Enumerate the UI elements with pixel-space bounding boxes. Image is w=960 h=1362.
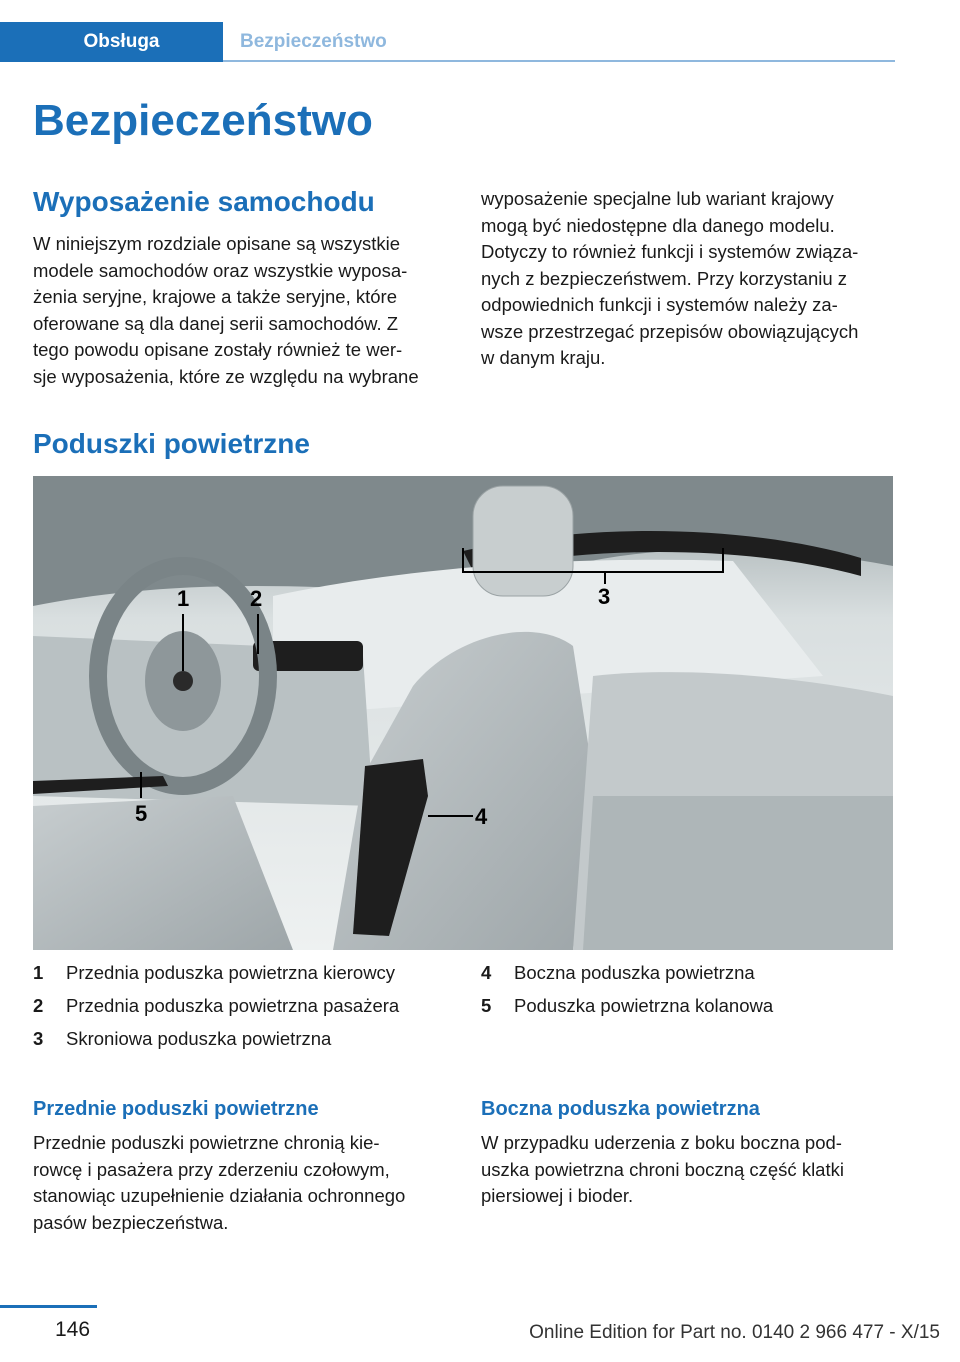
figure-label-2: 2: [250, 586, 263, 611]
text-line: Dotyczy to również funkcji i systemów związa‐: [481, 241, 859, 262]
section1-column-right: [481, 186, 901, 372]
text-line: w danym kraju.: [481, 347, 606, 368]
legend-number: 2: [33, 995, 44, 1016]
edition-note: Online Edition for Part no. 0140 2 966 477 - X/15: [529, 1322, 940, 1343]
text-line: rowcę i pasażera przy zderzeniu czołowym,: [33, 1158, 390, 1180]
text-line: odpowiednich funkcji i systemów należy za‐: [481, 294, 838, 315]
figure-label-3: 3: [598, 584, 611, 609]
legend-text: Poduszka powietrzna kolanowa: [514, 995, 774, 1016]
text-line: oferowane są dla danej serii samochodów. Z: [33, 312, 399, 334]
legend-number: 5: [481, 995, 492, 1016]
legend-text: Przednia poduszka powietrzna pasażera: [66, 995, 400, 1016]
legend-text: Boczna poduszka powietrzna: [514, 962, 755, 983]
legend-text: Przednia poduszka powietrzna kierowcy: [66, 962, 396, 983]
legend-item: [481, 995, 773, 1028]
legend-left: [33, 962, 399, 1061]
figure-label-5: 5: [135, 801, 148, 826]
legend-number: 3: [33, 1028, 44, 1049]
legend-number: 1: [33, 962, 44, 983]
footer-rule: [0, 1305, 97, 1308]
legend-right: [481, 962, 773, 1028]
heading-boczna-poduszka: Boczna poduszka powietrzna: [481, 1098, 760, 1120]
tab-obsluga[interactable]: Obsługa: [0, 22, 223, 62]
tab-bezpieczenstwo[interactable]: Bezpieczeństwo: [240, 31, 387, 52]
text-line: wyposażenie specjalne lub wariant krajowy: [481, 188, 834, 209]
heading-przednie-poduszki: Przednie poduszki powietrzne: [33, 1098, 319, 1120]
section-heading-poduszki: Poduszki powietrzne: [33, 428, 310, 459]
text-line: wsze przestrzegać przepisów obowiązujących: [481, 320, 859, 342]
header-tabbar: [0, 22, 895, 62]
legend-number: 4: [481, 962, 492, 983]
page-number: 146: [55, 1318, 91, 1341]
text-line: tego powodu opisane zostały również te wer‐: [33, 339, 403, 360]
text-line: sje wyposażenia, które ze względu na wybrane: [33, 365, 419, 387]
legend-item: [33, 962, 399, 995]
airbag-diagram: [33, 476, 893, 950]
text-line: uszka powietrzna chroni boczną część klatki: [481, 1158, 844, 1180]
przednie-poduszki-text: [33, 1130, 453, 1236]
section-heading-wyposazenie: Wyposażenie samochodu: [33, 186, 375, 217]
figure-label-1: 1: [177, 586, 190, 611]
tab-underline: [223, 60, 895, 62]
text-line: nych z bezpieczeństwem. Przy korzystaniu z: [481, 267, 848, 289]
text-line: Przednie poduszki powietrzne chronią kie‐: [33, 1132, 380, 1153]
text-line: żenia seryjne, krajowe a także seryjne, które: [33, 286, 398, 307]
text-line: W przypadku uderzenia z boku boczna pod‐: [481, 1132, 842, 1153]
legend-item: [481, 962, 773, 995]
legend-text: Skroniowa poduszka powietrzna: [66, 1028, 332, 1049]
text-line: stanowiąc uzupełnienie działania ochronnego: [33, 1185, 406, 1206]
boczna-poduszka-text: [481, 1130, 901, 1210]
section1-column-left: [33, 231, 453, 390]
legend-item: [33, 995, 399, 1028]
page-title: Bezpieczeństwo: [33, 96, 373, 145]
text-line: modele samochodów oraz wszystkie wyposa‐: [33, 259, 408, 281]
text-line: piersiowej i bioder.: [481, 1185, 634, 1206]
legend-item: [33, 1028, 399, 1061]
text-line: pasów bezpieczeństwa.: [33, 1211, 229, 1233]
text-line: mogą być niedostępne dla danego modelu.: [481, 214, 835, 236]
figure-label-4: 4: [475, 804, 488, 829]
text-line: W niniejszym rozdziale opisane są wszystkie: [33, 233, 401, 254]
